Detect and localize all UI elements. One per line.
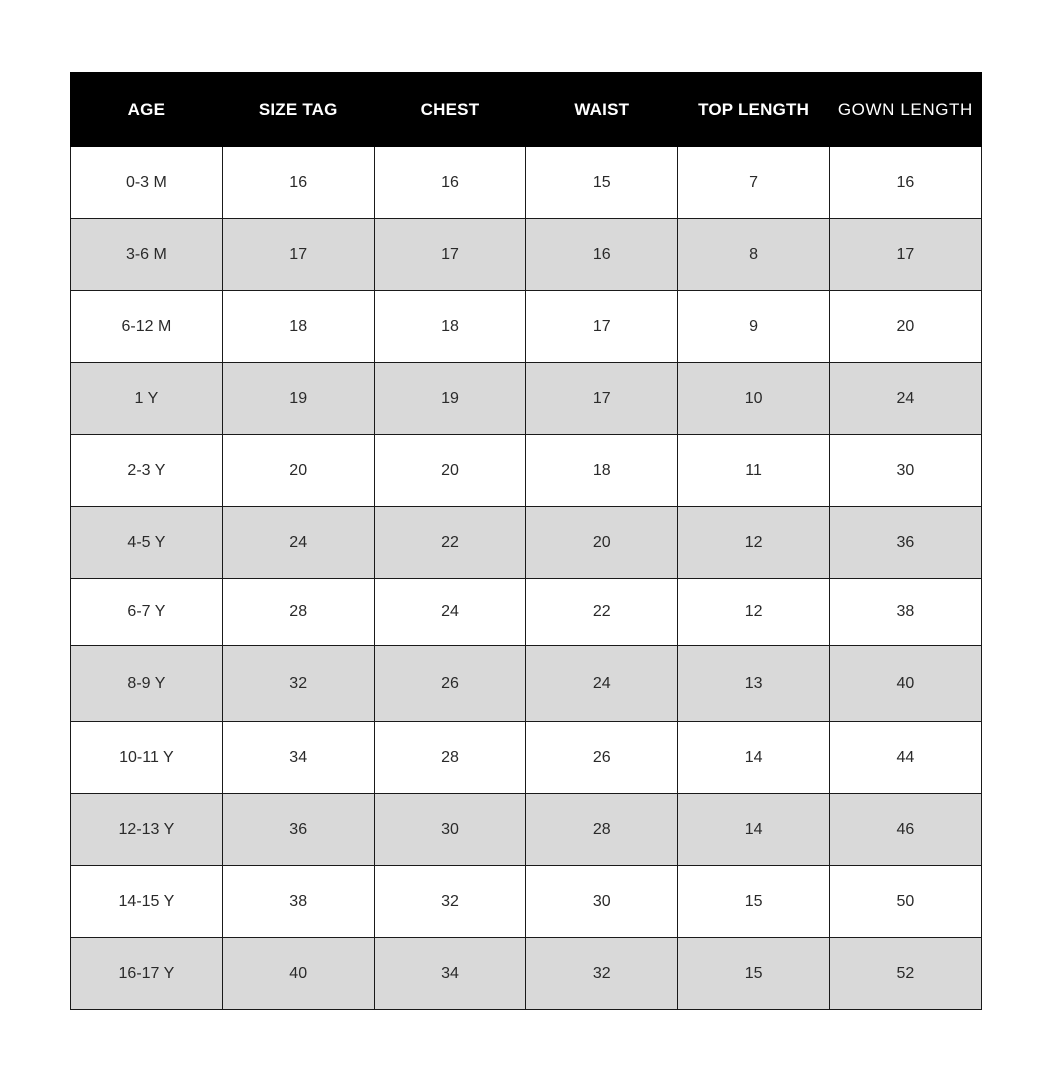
- cell-gown-length: 52: [829, 938, 981, 1010]
- cell-size-tag: 40: [222, 938, 374, 1010]
- cell-age: 3-6 M: [71, 219, 223, 291]
- cell-top-length: 9: [678, 291, 830, 363]
- cell-top-length: 11: [678, 435, 830, 507]
- table-row: [71, 219, 982, 291]
- table-row: [71, 938, 982, 1010]
- header-top-length: TOP LENGTH: [678, 73, 830, 147]
- cell-top-length: 15: [678, 938, 830, 1010]
- cell-size-tag: 17: [222, 219, 374, 291]
- cell-age: 16-17 Y: [71, 938, 223, 1010]
- cell-age: 0-3 M: [71, 147, 223, 219]
- cell-gown-length: 40: [829, 646, 981, 722]
- cell-size-tag: 36: [222, 794, 374, 866]
- cell-chest: 22: [374, 507, 526, 579]
- cell-chest: 32: [374, 866, 526, 938]
- table-row: [71, 507, 982, 579]
- cell-age: 12-13 Y: [71, 794, 223, 866]
- table-row: [71, 579, 982, 646]
- cell-top-length: 14: [678, 722, 830, 794]
- cell-waist: 26: [526, 722, 678, 794]
- cell-chest: 19: [374, 363, 526, 435]
- table-row: [71, 722, 982, 794]
- cell-gown-length: 30: [829, 435, 981, 507]
- cell-top-length: 14: [678, 794, 830, 866]
- header-row: [71, 73, 982, 147]
- cell-chest: 30: [374, 794, 526, 866]
- cell-age: 14-15 Y: [71, 866, 223, 938]
- table-row: [71, 646, 982, 722]
- cell-top-length: 12: [678, 579, 830, 646]
- size-chart-table: [70, 72, 982, 1010]
- cell-waist: 22: [526, 579, 678, 646]
- cell-waist: 24: [526, 646, 678, 722]
- table-row: [71, 147, 982, 219]
- cell-top-length: 7: [678, 147, 830, 219]
- cell-waist: 16: [526, 219, 678, 291]
- cell-waist: 17: [526, 363, 678, 435]
- table-row: [71, 291, 982, 363]
- cell-age: 6-12 M: [71, 291, 223, 363]
- header-age: AGE: [71, 73, 223, 147]
- cell-size-tag: 32: [222, 646, 374, 722]
- cell-waist: 18: [526, 435, 678, 507]
- cell-chest: 28: [374, 722, 526, 794]
- cell-gown-length: 24: [829, 363, 981, 435]
- cell-age: 10-11 Y: [71, 722, 223, 794]
- cell-waist: 28: [526, 794, 678, 866]
- cell-size-tag: 20: [222, 435, 374, 507]
- cell-size-tag: 16: [222, 147, 374, 219]
- cell-top-length: 15: [678, 866, 830, 938]
- cell-chest: 17: [374, 219, 526, 291]
- table-row: [71, 435, 982, 507]
- header-waist: WAIST: [526, 73, 678, 147]
- header-size-tag: SIZE TAG: [222, 73, 374, 147]
- cell-waist: 30: [526, 866, 678, 938]
- cell-size-tag: 19: [222, 363, 374, 435]
- cell-waist: 17: [526, 291, 678, 363]
- cell-age: 4-5 Y: [71, 507, 223, 579]
- cell-gown-length: 44: [829, 722, 981, 794]
- cell-chest: 20: [374, 435, 526, 507]
- cell-top-length: 8: [678, 219, 830, 291]
- cell-size-tag: 38: [222, 866, 374, 938]
- cell-age: 2-3 Y: [71, 435, 223, 507]
- cell-gown-length: 16: [829, 147, 981, 219]
- cell-size-tag: 18: [222, 291, 374, 363]
- cell-size-tag: 24: [222, 507, 374, 579]
- cell-gown-length: 50: [829, 866, 981, 938]
- cell-chest: 34: [374, 938, 526, 1010]
- table-row: [71, 794, 982, 866]
- cell-chest: 24: [374, 579, 526, 646]
- cell-gown-length: 46: [829, 794, 981, 866]
- cell-gown-length: 36: [829, 507, 981, 579]
- cell-age: 6-7 Y: [71, 579, 223, 646]
- cell-gown-length: 38: [829, 579, 981, 646]
- header-gown-length: GOWN LENGTH: [829, 73, 981, 147]
- cell-waist: 20: [526, 507, 678, 579]
- cell-chest: 18: [374, 291, 526, 363]
- cell-chest: 16: [374, 147, 526, 219]
- table-row: [71, 866, 982, 938]
- table-row: [71, 363, 982, 435]
- cell-waist: 15: [526, 147, 678, 219]
- cell-top-length: 10: [678, 363, 830, 435]
- cell-gown-length: 20: [829, 291, 981, 363]
- cell-chest: 26: [374, 646, 526, 722]
- cell-gown-length: 17: [829, 219, 981, 291]
- cell-size-tag: 34: [222, 722, 374, 794]
- cell-waist: 32: [526, 938, 678, 1010]
- cell-top-length: 13: [678, 646, 830, 722]
- cell-age: 1 Y: [71, 363, 223, 435]
- cell-top-length: 12: [678, 507, 830, 579]
- header-chest: CHEST: [374, 73, 526, 147]
- cell-age: 8-9 Y: [71, 646, 223, 722]
- cell-size-tag: 28: [222, 579, 374, 646]
